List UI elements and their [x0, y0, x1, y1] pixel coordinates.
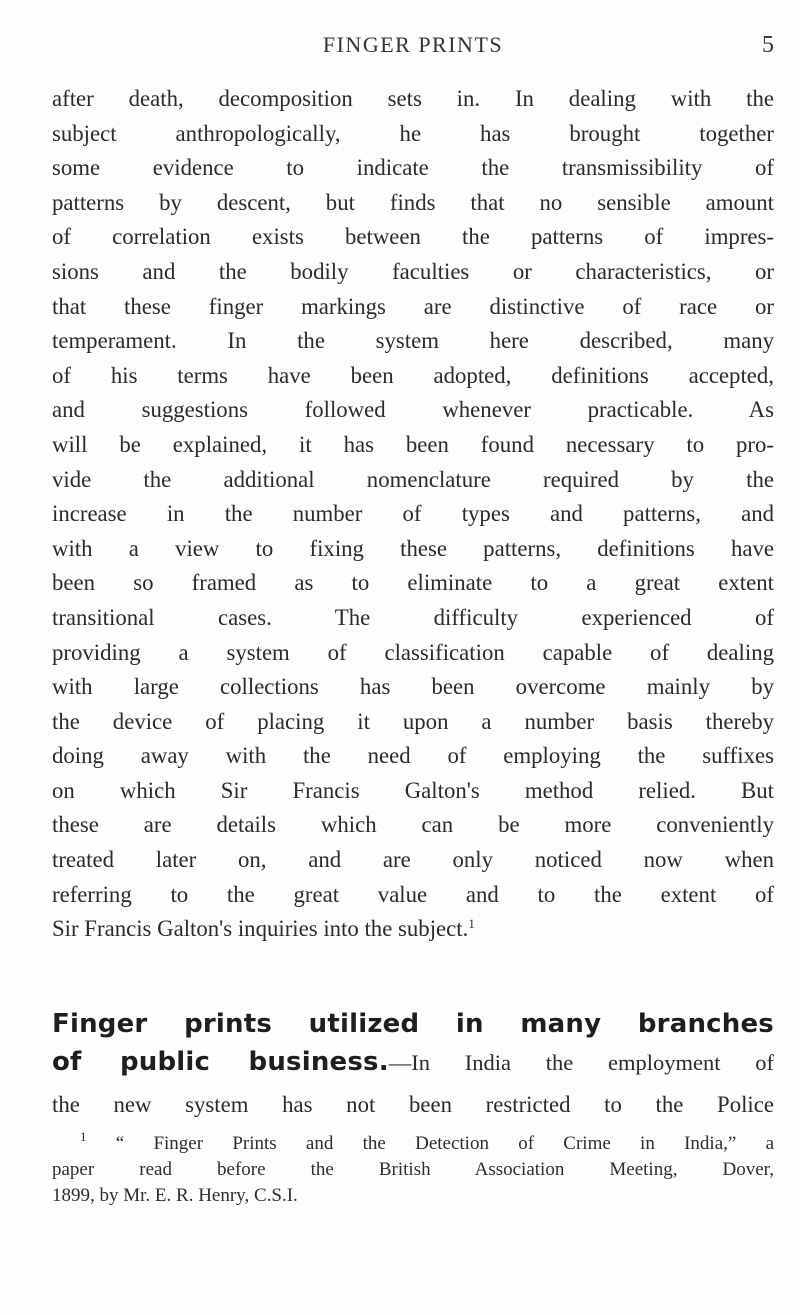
heading-text-end: of public business.: [52, 1047, 389, 1077]
heading-line-2: [52, 1043, 774, 1081]
running-head-title: FINGER PRINTS: [322, 32, 504, 57]
body-line: doing away with the need of employing the suffixes: [52, 743, 774, 769]
body-line: treated later on, and are only noticed now when: [52, 847, 774, 873]
heading-text: Finger prints utilized in many branches: [52, 1009, 774, 1039]
body-line: increase in the number of types and patterns, and: [52, 501, 774, 527]
footnote-text: “ Finger Prints and the Detection of Crime in India,” a: [115, 1133, 775, 1154]
body-line: the device of placing it upon a number basis thereby: [52, 708, 774, 734]
body-line: that these finger markings are distinctive of race or: [52, 293, 774, 319]
footnote-marker: 1: [80, 1129, 87, 1144]
body-paragraph: [52, 82, 774, 947]
running-head: [52, 32, 774, 62]
body-line: sions and the bodily faculties or characteristics, or: [52, 258, 774, 284]
body-line: on which Sir Francis Galton's method relied. But: [52, 777, 774, 803]
body-line: subject anthropologically, he has brought together: [52, 120, 774, 146]
body-line: transitional cases. The difficulty experienced of: [52, 604, 774, 630]
body-line: patterns by descent, but finds that no sensible amount: [52, 189, 774, 215]
body-line: and suggestions followed whenever practicable. As: [52, 397, 774, 423]
body-line: referring to the great value and to the extent of: [52, 881, 774, 907]
body-line: some evidence to indicate the transmissibility of: [52, 155, 774, 181]
body-line-text: Sir Francis Galton's inquiries into the subject.: [52, 916, 469, 942]
footnote-line: paper read before the British Association Meeting, Dover,: [52, 1159, 774, 1180]
paragraph-continuation: the new system has not been restricted to the Police: [52, 1092, 774, 1117]
body-line-last: [52, 912, 774, 947]
body-line: with a view to fixing these patterns, definitions have: [52, 535, 774, 561]
footnote-line: 1899, by Mr. E. R. Henry, C.S.I.: [52, 1185, 298, 1206]
body-line: will be explained, it has been found necessary to pro-: [52, 431, 774, 457]
section-heading: [52, 1005, 774, 1085]
body-line: of his terms have been adopted, definitions accepted,: [52, 362, 774, 388]
footnote: [52, 1131, 774, 1209]
footnote-reference: 1: [468, 916, 475, 932]
body-line: been so framed as to eliminate to a great extent: [52, 570, 774, 596]
body-line: with large collections has been overcome mainly by: [52, 674, 774, 700]
footnote-line: [52, 1131, 774, 1157]
page-number: 5: [762, 32, 774, 58]
body-line: vide the additional nomenclature required by the: [52, 466, 774, 492]
body-line: these are details which can be more conveniently: [52, 812, 774, 838]
body-line: after death, decomposition sets in. In dealing with the: [52, 86, 774, 111]
heading-line-1: [52, 1005, 774, 1043]
body-line: of correlation exists between the patterns of impres-: [52, 224, 774, 250]
body-line: providing a system of classification capable of dealing: [52, 639, 774, 665]
run-in-text: —In India the employment of: [388, 1050, 774, 1075]
body-line: temperament. In the system here described, many: [52, 328, 774, 354]
